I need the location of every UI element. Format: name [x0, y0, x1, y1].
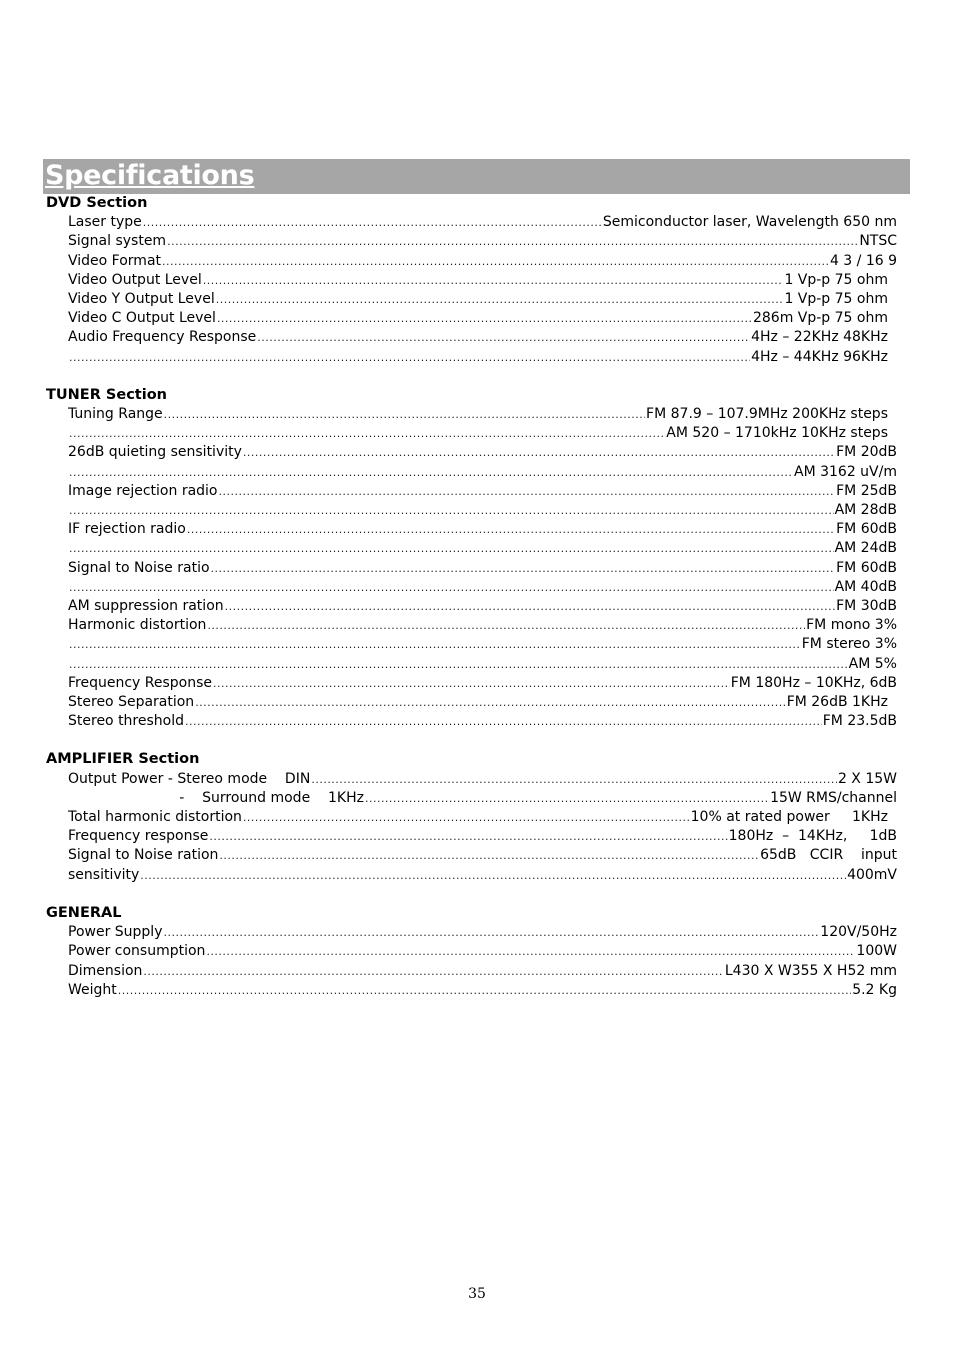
dot-leader	[69, 424, 665, 443]
spec-row	[68, 846, 897, 865]
section-heading-amplifier: AMPLIFIER Section	[46, 751, 200, 768]
spec-value: AM 40dB	[834, 578, 897, 595]
spec-label: sensitivity	[68, 866, 140, 883]
section-heading-tuner: TUNER Section	[46, 386, 167, 403]
dot-leader	[69, 655, 848, 674]
spec-row	[68, 482, 897, 501]
page-title: Specifications	[45, 160, 255, 191]
page-number: 35	[468, 1286, 486, 1302]
spec-value: L430 X W355 X H52 mm	[724, 962, 897, 979]
spec-label: Output Power - Stereo mode DIN	[68, 770, 311, 787]
spec-row	[68, 405, 888, 424]
dot-leader	[311, 770, 837, 789]
section-gap	[46, 885, 897, 904]
spec-label: Frequency Response	[68, 674, 213, 691]
dot-leader	[164, 405, 645, 424]
spec-value: FM 87.9 – 107.9MHz 200KHz steps	[646, 406, 888, 423]
spec-row	[68, 942, 897, 961]
spec-row	[68, 655, 897, 674]
spec-label: Video C Output Level	[68, 310, 216, 327]
spec-label: - Surround mode 1KHz	[68, 789, 364, 806]
spec-row	[68, 674, 897, 693]
dot-leader	[225, 597, 835, 616]
title-bar	[43, 159, 910, 194]
spec-value: FM 25dB	[836, 482, 897, 499]
spec-value: 1 Vp-p 75 ohm	[784, 290, 888, 307]
dot-leader	[365, 789, 769, 808]
spec-value: FM 26dB 1KHz	[786, 693, 888, 710]
spec-content	[46, 194, 897, 1000]
spec-value: 2 X 15W	[837, 770, 897, 787]
dot-leader	[203, 271, 784, 290]
spec-row	[68, 232, 897, 251]
dot-leader	[143, 962, 723, 981]
spec-value: 1 Vp-p 75 ohm	[784, 271, 888, 288]
section-heading-general: GENERAL	[46, 904, 122, 921]
dot-leader	[213, 674, 730, 693]
spec-value: 4Hz – 22KHz 48KHz	[751, 329, 888, 346]
dot-leader	[187, 520, 835, 539]
spec-row	[68, 213, 897, 232]
dot-leader	[211, 559, 836, 578]
dot-leader	[217, 309, 752, 328]
spec-label: Dimension	[68, 962, 143, 979]
spec-value: AM 24dB	[834, 540, 897, 557]
dot-leader	[69, 463, 793, 482]
spec-row	[68, 348, 888, 367]
dot-leader	[167, 232, 858, 251]
spec-value: FM 23.5dB	[822, 713, 897, 730]
spec-label: Power consumption	[68, 943, 206, 960]
spec-value: 120V/50Hz	[820, 924, 897, 941]
spec-label: IF rejection radio	[68, 521, 186, 538]
spec-row	[68, 501, 897, 520]
spec-label: Frequency response	[68, 828, 209, 845]
spec-value: 15W RMS/channel	[770, 789, 897, 806]
dot-leader	[69, 501, 834, 520]
dot-leader	[219, 846, 759, 865]
dot-leader	[140, 866, 846, 885]
spec-row	[68, 271, 888, 290]
spec-label: Power Supply	[68, 924, 163, 941]
dot-leader	[243, 443, 835, 462]
spec-value: 400mV	[847, 866, 897, 883]
spec-row	[68, 635, 897, 654]
spec-row	[68, 712, 897, 731]
dot-leader	[69, 348, 750, 367]
spec-row	[68, 827, 897, 846]
spec-label: Video Y Output Level	[68, 290, 215, 307]
spec-label: AM suppression ration	[68, 597, 224, 614]
spec-row	[68, 559, 897, 578]
spec-row	[68, 424, 888, 443]
spec-value: AM 28dB	[834, 502, 897, 518]
spec-row	[68, 789, 897, 808]
spec-row	[68, 770, 897, 789]
spec-value: 5.2 Kg	[852, 981, 897, 998]
dot-leader	[209, 827, 727, 846]
dot-leader	[216, 290, 784, 309]
spec-value: 100W	[856, 943, 897, 960]
spec-value: 10% at rated power 1KHz	[690, 809, 888, 825]
section-heading-dvd: DVD Section	[46, 195, 148, 211]
spec-row	[68, 252, 897, 271]
spec-value: Semiconductor laser, Wavelength 650 nm	[602, 214, 897, 231]
dot-leader	[219, 482, 836, 501]
spec-label: Video Format	[68, 252, 162, 269]
spec-value: AM 5%	[848, 655, 897, 672]
spec-label: Laser type	[68, 214, 142, 231]
spec-row	[68, 328, 888, 347]
spec-row	[68, 866, 897, 885]
dot-leader	[195, 693, 786, 712]
dot-leader	[207, 616, 805, 635]
spec-value: FM 20dB	[836, 444, 897, 461]
spec-row	[68, 923, 897, 942]
spec-row	[68, 309, 888, 328]
spec-label: Tuning Range	[68, 406, 163, 423]
spec-row	[68, 693, 888, 712]
spec-row	[68, 962, 897, 981]
dot-leader	[118, 981, 851, 1000]
spec-value: FM 60dB	[836, 559, 897, 576]
spec-label: Signal to Noise ratio	[68, 559, 210, 576]
spec-row	[68, 578, 897, 597]
spec-value: 4 3 / 16 9	[829, 252, 897, 269]
spec-value: FM stereo 3%	[801, 636, 897, 653]
spec-value: FM 30dB	[836, 597, 897, 614]
spec-value: AM 3162 uV/m	[794, 463, 897, 480]
dot-leader	[257, 328, 750, 347]
dot-leader	[164, 923, 820, 942]
spec-label: Image rejection radio	[68, 482, 218, 499]
spec-row	[68, 463, 897, 482]
spec-row	[68, 981, 897, 1000]
spec-label: Weight	[68, 981, 117, 998]
spec-value: 4Hz – 44KHz 96KHz	[751, 348, 888, 365]
section-gap	[46, 731, 897, 750]
dot-leader	[69, 635, 801, 654]
spec-row	[68, 539, 897, 558]
spec-value: AM 520 – 1710kHz 10KHz steps	[666, 425, 888, 442]
spec-row	[68, 597, 897, 616]
spec-value: FM 60dB	[836, 521, 897, 538]
spec-label: Stereo threshold	[68, 713, 184, 730]
spec-label: Video Output Level	[68, 271, 202, 288]
spec-label: Stereo Separation	[68, 693, 195, 710]
spec-value: 286m Vp-p 75 ohm	[752, 310, 888, 327]
dot-leader	[162, 252, 829, 271]
dot-leader	[185, 712, 822, 731]
dot-leader	[69, 539, 834, 558]
spec-label: Signal to Noise ration	[68, 847, 219, 864]
spec-label: Audio Frequency Response	[68, 329, 257, 346]
spec-row	[68, 808, 888, 827]
section-gap	[46, 367, 897, 386]
spec-value: FM 180Hz – 10KHz, 6dB	[730, 674, 897, 691]
spec-label: Signal system	[68, 233, 167, 250]
spec-value: 65dB CCIR input	[760, 847, 897, 864]
spec-row	[68, 290, 888, 309]
spec-value: FM mono 3%	[806, 617, 897, 634]
dot-leader	[69, 578, 834, 597]
spec-row	[68, 443, 897, 462]
spec-label: Harmonic distortion	[68, 617, 207, 634]
spec-label: Total harmonic distortion	[68, 809, 242, 825]
dot-leader	[243, 808, 690, 827]
spec-value: NTSC	[859, 233, 897, 250]
spec-row	[68, 520, 897, 539]
spec-row	[68, 616, 897, 635]
spec-value: 180Hz – 14KHz, 1dB	[728, 828, 897, 845]
dot-leader	[206, 942, 855, 961]
dot-leader	[143, 213, 602, 232]
spec-label: 26dB quieting sensitivity	[68, 444, 242, 461]
